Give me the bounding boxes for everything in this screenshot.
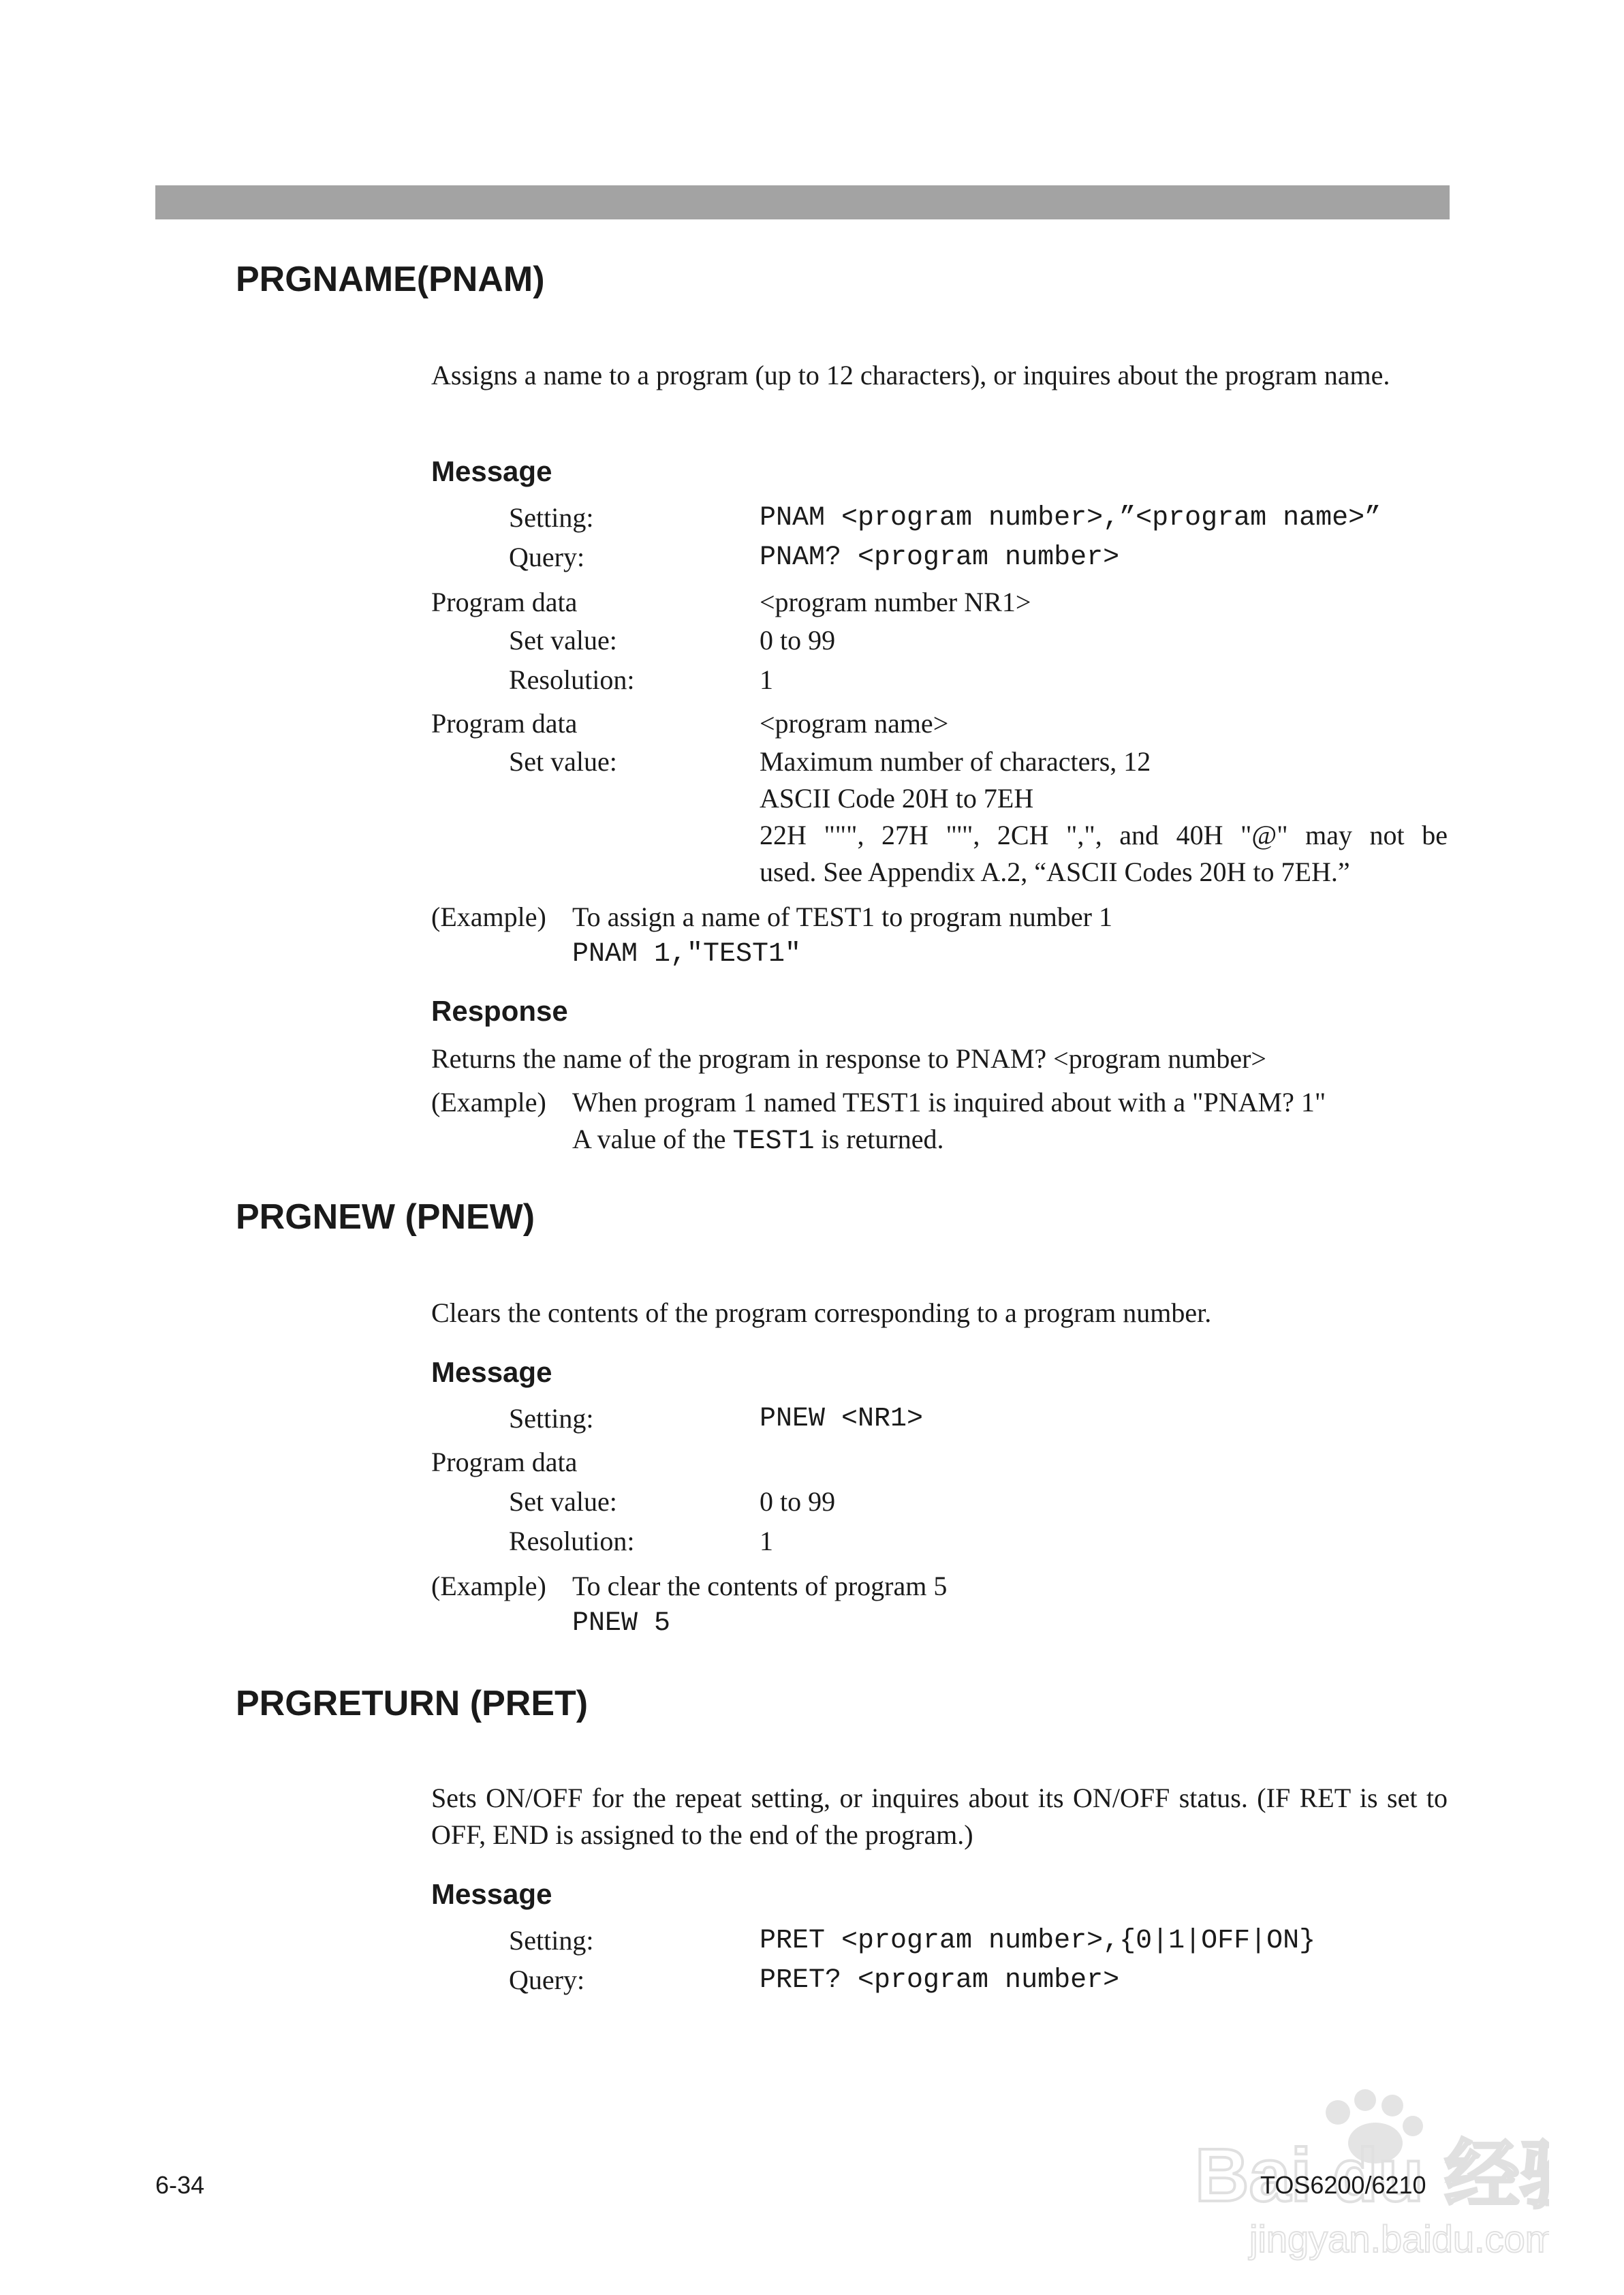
pnam-query-value: PNAM? <program number> — [760, 542, 1120, 573]
section-title-pnam: PRGNAME(PNAM) — [236, 260, 545, 299]
pret-setting-label: Setting: — [509, 1925, 594, 1956]
pnam-resolution-label: Resolution: — [509, 664, 635, 695]
pnew-resolution-label: Resolution: — [509, 1526, 635, 1556]
pnew-program-data-label: Program data — [431, 1447, 578, 1477]
pret-message-heading: Message — [431, 1878, 552, 1910]
pret-description: Sets ON/OFF for the repeat setting, or inquires about its ON/OFF status. (IF RET is set to OFF, END is assigned to the end of the program.) — [431, 1783, 1448, 1850]
pnam-example-text: To assign a name of TEST1 to program number 1 — [572, 902, 1112, 932]
pnam-example-code: PNAM 1,"TEST1" — [572, 939, 802, 970]
pret-query-value: PRET? <program number> — [760, 1965, 1120, 1996]
pnew-set-value: 0 to 99 — [760, 1486, 836, 1517]
pnam-set-value-2-line3: 22H """, 27H "'", 2CH ",", and 40H "@" may not be — [760, 820, 1448, 850]
pnew-set-value-label: Set value: — [509, 1486, 617, 1517]
header-bar — [155, 185, 1450, 219]
response-example-pre: A value of the — [572, 1124, 733, 1154]
pnew-example-code: PNEW 5 — [572, 1608, 671, 1639]
response-example-code: TEST1 — [732, 1126, 815, 1157]
pnam-setting-label: Setting: — [509, 502, 594, 533]
pnam-set-value-2-line2: ASCII Code 20H to 7EH — [760, 783, 1034, 814]
section-title-pret: PRGRETURN (PRET) — [236, 1684, 589, 1723]
pnam-response-text: Returns the name of the program in response to PNAM? <program number> — [431, 1043, 1266, 1074]
pnew-setting-value: PNEW <NR1> — [760, 1404, 924, 1434]
pnam-example-label: (Example) — [431, 902, 546, 932]
pnam-program-data-label-2: Program data — [431, 708, 578, 739]
pnam-set-value-2-line1: Maximum number of characters, 12 — [760, 746, 1151, 777]
pnam-program-data-value-2: <program name> — [760, 708, 949, 739]
pnam-query-label: Query: — [509, 542, 585, 572]
model-name: TOS6200/6210 — [1260, 2171, 1426, 2199]
pnam-resolution-value: 1 — [760, 664, 773, 695]
page-number: 6-34 — [155, 2171, 205, 2199]
pnam-description: Assigns a name to a program (up to 12 characters), or inquires about the program name. — [431, 360, 1390, 390]
pnam-set-value-2-line4: used. See Appendix A.2, “ASCII Codes 20H to 7EH.” — [760, 857, 1350, 887]
pnew-message-heading: Message — [431, 1356, 552, 1388]
pnam-set-value: 0 to 99 — [760, 625, 836, 656]
pnew-resolution-value: 1 — [760, 1526, 773, 1556]
response-example-post: is returned. — [814, 1124, 944, 1154]
pnew-example-label: (Example) — [431, 1571, 546, 1601]
watermark-brand: Bai du 经 — [1195, 2134, 1520, 2217]
pnam-set-value-label-2: Set value: — [509, 746, 617, 777]
pnam-message-heading: Message — [431, 455, 552, 487]
pnam-setting-value: PNAM <program number>,”<program name>” — [760, 503, 1381, 534]
pnam-response-example-line1: When program 1 named TEST1 is inquired about with a "PNAM? 1" — [572, 1087, 1326, 1118]
pnam-response-example-label: (Example) — [431, 1087, 546, 1118]
section-title-pnew: PRGNEW (PNEW) — [236, 1197, 535, 1237]
pnew-description: Clears the contents of the program corresponding to a program number. — [431, 1297, 1212, 1328]
pnew-example-text: To clear the contents of program 5 — [572, 1571, 948, 1601]
watermark-url: jingyan.baidu.com — [1249, 2217, 1549, 2260]
pnam-program-data-value: <program number NR1> — [760, 587, 1031, 617]
pnam-response-example-line2 — [572, 1122, 943, 1160]
pnam-set-value-label: Set value: — [509, 625, 617, 656]
pnam-program-data-label: Program data — [431, 587, 578, 617]
pret-query-label: Query: — [509, 1965, 585, 1995]
pnew-setting-label: Setting: — [509, 1403, 594, 1434]
pret-setting-value: PRET <program number>,{0|1|OFF|ON} — [760, 1926, 1316, 1956]
pnam-response-heading: Response — [431, 995, 568, 1027]
